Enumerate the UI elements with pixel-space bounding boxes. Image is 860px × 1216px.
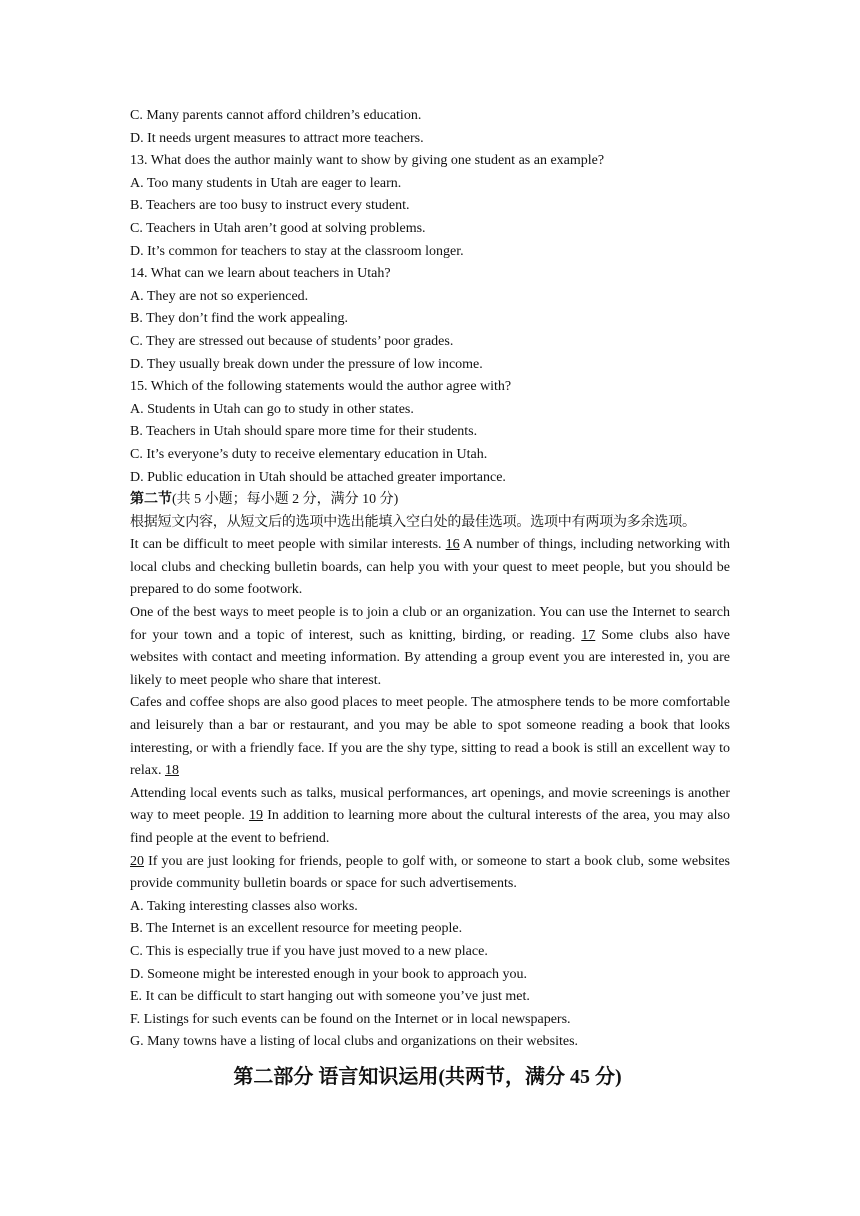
question-14-stem: 14. What can we learn about teachers in Utah? <box>130 266 391 282</box>
paragraph-text: If you are just looking for friends, people to golf with, or someone to start a book club, some websites provide community bulletin boards or space for such advertisements. <box>130 853 730 892</box>
passage-paragraph <box>130 692 730 782</box>
exam-page <box>130 105 730 1091</box>
question-line: B. Teachers in Utah should spare more time for their students. <box>130 424 478 440</box>
question-line: A. Students in Utah can go to study in other states. <box>130 401 414 417</box>
paragraph-text: One of the best ways to meet people is to join a club or an organization. You can use the Internet to search for your town and a topic of interest, such as knitting, birding, or reading. <box>130 605 730 643</box>
question-line: B. Teachers are too busy to instruct every student. <box>130 198 410 214</box>
section-instruction: 根据短文内容，从短文后的选项中选出能填入空白处的最佳选项。选项中有两项为多余选项。 <box>130 514 696 530</box>
blank-19: 19 <box>249 808 264 824</box>
blank-17: 17 <box>581 627 596 643</box>
question-line: D. They usually break down under the pressure of low income. <box>130 356 483 372</box>
option-g: G. Many towns have a listing of local clubs and organizations on their websites. <box>130 1034 579 1050</box>
questions-block <box>130 105 730 489</box>
part-two-title: 第二部分 语言知识运用(共两节，满分 45 分) <box>233 1065 622 1088</box>
question-line: A. Too many students in Utah are eager to learn. <box>130 175 402 191</box>
blank-18: 18 <box>164 763 179 779</box>
question-line: C. Many parents cannot afford children’s education. <box>130 108 422 123</box>
paragraph-text: Attending local events such as talks, musical performances, art openings, and movie screenings is another way to meet people. <box>130 785 730 824</box>
question-line: D. Public education in Utah should be attached greater importance. <box>130 469 506 485</box>
paragraph-text: In addition to learning more about the cultural interests of the area, you may also find people at the event to befriend. <box>130 808 730 846</box>
question-line: D. It needs urgent measures to attract more teachers. <box>130 130 424 146</box>
paragraph-text: A number of things, including networking with local clubs and checking bulletin boards, can help you with your quest to meet people, but you should be prepared to do some footwork. <box>130 537 730 598</box>
options-list <box>130 896 730 1054</box>
paragraph-text: Cafes and coffee shops are also good places to meet people. The atmosphere tends to be more comfortable and leisurely than a bar or restaurant, and you may be able to spot someone reading a book that looks interesting, or with a friendly face. If you are the shy type, sitting to read a book is still an excellent way to relax. <box>130 695 730 779</box>
option-f: F. Listings for such events can be found on the Internet or in local newspapers. <box>130 1011 571 1027</box>
question-13-stem: 13. What does the author mainly want to show by giving one student as an example? <box>130 153 605 169</box>
passage-paragraph <box>130 534 730 602</box>
question-line: B. They don’t find the work appealing. <box>130 311 348 327</box>
section-heading <box>130 489 730 512</box>
option-d: D. Someone might be interested enough in your book to approach you. <box>130 966 527 982</box>
section-heading-label: 第二节 <box>130 492 172 508</box>
question-line: C. They are stressed out because of students’ poor grades. <box>130 333 454 349</box>
option-c: C. This is especially true if you have just moved to a new place. <box>130 943 488 959</box>
passage <box>130 534 730 896</box>
paragraph-text: It can be difficult to meet people with similar interests. <box>130 537 446 553</box>
option-b: B. The Internet is an excellent resource for meeting people. <box>130 921 463 937</box>
question-line: D. It’s common for teachers to stay at the classroom longer. <box>130 243 464 259</box>
option-e: E. It can be difficult to start hanging out with someone you’ve just met. <box>130 989 530 1005</box>
question-line: C. It’s everyone’s duty to receive elementary education in Utah. <box>130 446 488 462</box>
option-a: A. Taking interesting classes also works. <box>130 898 358 914</box>
blank-16: 16 <box>445 537 460 553</box>
passage-paragraph <box>130 851 730 896</box>
question-15-stem: 15. Which of the following statements would the author agree with? <box>130 379 512 395</box>
blank-20: 20 <box>130 853 144 869</box>
passage-paragraph <box>130 602 730 692</box>
section-heading-detail: (共 5 小题；每小题 2 分，满分 10 分) <box>172 492 399 508</box>
passage-paragraph <box>130 783 730 851</box>
question-line: C. Teachers in Utah aren’t good at solving problems. <box>130 220 426 236</box>
question-line: A. They are not so experienced. <box>130 288 309 304</box>
paragraph-text: Some clubs also have websites with contact and meeting information. By attending a group event you are interested in, you are likely to meet people who share that interest. <box>130 627 730 688</box>
